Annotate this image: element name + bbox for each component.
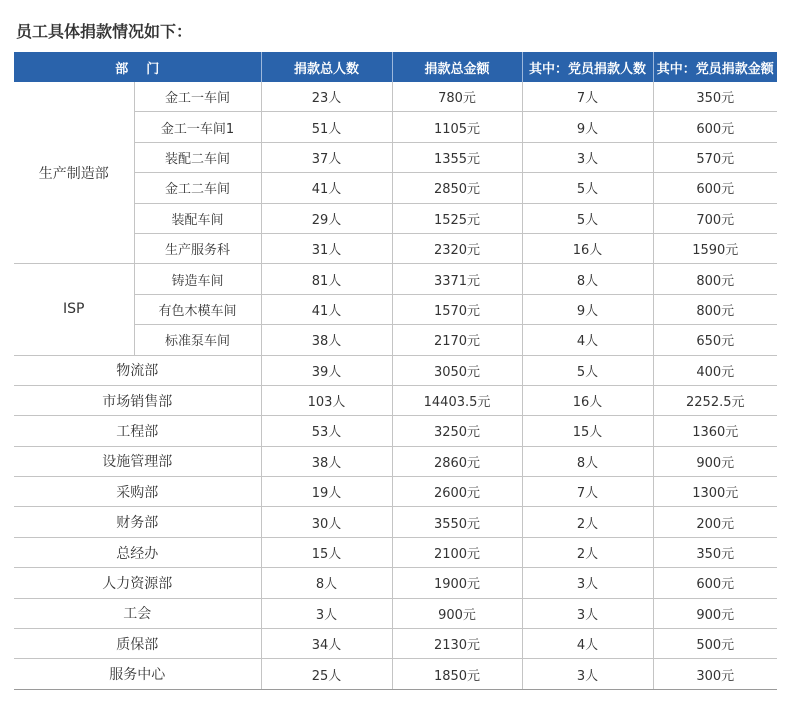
header-total-amount: 捐款总金额 [392,52,522,82]
party-amount-cell: 300元 [653,659,777,689]
party-people-cell: 2人 [522,537,653,567]
total-people-cell: 38人 [261,446,392,476]
total-people-cell: 103人 [261,385,392,415]
party-amount-cell: 200元 [653,507,777,537]
department-name-cell: 服务中心 [14,659,261,689]
table-row [14,82,777,112]
header-department: 部 门 [14,52,261,82]
subdepartment-cell: 金工一车间 [134,82,261,112]
table-row [14,385,777,415]
party-amount-cell: 900元 [653,598,777,628]
group-name-cell: 生产制造部 [14,82,134,264]
total-amount-cell: 1525元 [392,203,522,233]
total-amount-cell: 2130元 [392,629,522,659]
party-amount-cell: 1300元 [653,477,777,507]
total-amount-cell: 3550元 [392,507,522,537]
party-amount-cell: 650元 [653,325,777,355]
department-name-cell: 工程部 [14,416,261,446]
total-amount-cell: 2100元 [392,537,522,567]
total-amount-cell: 14403.5元 [392,385,522,415]
total-amount-cell: 3050元 [392,355,522,385]
header-party-people: 其中：党员捐款人数 [522,52,653,82]
party-people-cell: 4人 [522,629,653,659]
group-name-cell: ISP [14,264,134,355]
donation-table [14,52,777,690]
total-people-cell: 29人 [261,203,392,233]
department-name-cell: 人力资源部 [14,568,261,598]
table-row [14,264,777,294]
department-name-cell: 工会 [14,598,261,628]
party-people-cell: 3人 [522,568,653,598]
header-party-amount: 其中：党员捐款金额 [653,52,777,82]
party-people-cell: 16人 [522,385,653,415]
subdepartment-cell: 有色木模车间 [134,294,261,324]
subdepartment-cell: 铸造车间 [134,264,261,294]
table-row [14,355,777,385]
table-row [14,477,777,507]
party-people-cell: 15人 [522,416,653,446]
party-amount-cell: 1590元 [653,233,777,263]
party-people-cell: 8人 [522,264,653,294]
table-body [14,82,777,689]
total-people-cell: 51人 [261,112,392,142]
total-people-cell: 19人 [261,477,392,507]
total-amount-cell: 780元 [392,82,522,112]
party-amount-cell: 900元 [653,446,777,476]
party-amount-cell: 500元 [653,629,777,659]
total-people-cell: 3人 [261,598,392,628]
party-amount-cell: 600元 [653,112,777,142]
party-people-cell: 3人 [522,598,653,628]
total-amount-cell: 1355元 [392,142,522,172]
page-title: 员工具体捐款情况如下： [16,22,193,41]
table-row [14,659,777,689]
table-row [14,568,777,598]
party-people-cell: 5人 [522,203,653,233]
total-people-cell: 15人 [261,537,392,567]
party-people-cell: 5人 [522,173,653,203]
total-people-cell: 23人 [261,82,392,112]
header-total-people: 捐款总人数 [261,52,392,82]
party-amount-cell: 600元 [653,173,777,203]
total-amount-cell: 2850元 [392,173,522,203]
subdepartment-cell: 装配车间 [134,203,261,233]
total-amount-cell: 2600元 [392,477,522,507]
total-people-cell: 53人 [261,416,392,446]
party-amount-cell: 1360元 [653,416,777,446]
total-people-cell: 37人 [261,142,392,172]
total-amount-cell: 2860元 [392,446,522,476]
party-people-cell: 9人 [522,112,653,142]
total-amount-cell: 1900元 [392,568,522,598]
total-amount-cell: 1570元 [392,294,522,324]
party-people-cell: 3人 [522,659,653,689]
party-people-cell: 7人 [522,477,653,507]
table-row [14,537,777,567]
department-name-cell: 设施管理部 [14,446,261,476]
table-header [14,52,777,82]
subdepartment-cell: 标准泵车间 [134,325,261,355]
table-row [14,629,777,659]
total-people-cell: 81人 [261,264,392,294]
party-amount-cell: 2252.5元 [653,385,777,415]
department-name-cell: 物流部 [14,355,261,385]
total-people-cell: 38人 [261,325,392,355]
table-row [14,507,777,537]
total-people-cell: 8人 [261,568,392,598]
party-people-cell: 3人 [522,142,653,172]
total-amount-cell: 900元 [392,598,522,628]
total-amount-cell: 3371元 [392,264,522,294]
total-people-cell: 34人 [261,629,392,659]
party-people-cell: 2人 [522,507,653,537]
department-name-cell: 市场销售部 [14,385,261,415]
party-people-cell: 8人 [522,446,653,476]
total-amount-cell: 1850元 [392,659,522,689]
party-amount-cell: 600元 [653,568,777,598]
department-name-cell: 采购部 [14,477,261,507]
party-people-cell: 5人 [522,355,653,385]
department-name-cell: 质保部 [14,629,261,659]
header-row [14,52,777,82]
subdepartment-cell: 金工二车间 [134,173,261,203]
total-people-cell: 39人 [261,355,392,385]
total-people-cell: 41人 [261,294,392,324]
party-people-cell: 7人 [522,82,653,112]
total-amount-cell: 2320元 [392,233,522,263]
table-row [14,598,777,628]
department-name-cell: 总经办 [14,537,261,567]
total-people-cell: 31人 [261,233,392,263]
party-amount-cell: 800元 [653,294,777,324]
table-row [14,416,777,446]
subdepartment-cell: 金工一车间1 [134,112,261,142]
total-amount-cell: 3250元 [392,416,522,446]
party-amount-cell: 700元 [653,203,777,233]
department-name-cell: 财务部 [14,507,261,537]
total-people-cell: 41人 [261,173,392,203]
party-amount-cell: 400元 [653,355,777,385]
total-amount-cell: 1105元 [392,112,522,142]
total-amount-cell: 2170元 [392,325,522,355]
party-amount-cell: 800元 [653,264,777,294]
party-people-cell: 16人 [522,233,653,263]
party-people-cell: 4人 [522,325,653,355]
party-amount-cell: 350元 [653,82,777,112]
party-amount-cell: 570元 [653,142,777,172]
subdepartment-cell: 生产服务科 [134,233,261,263]
total-people-cell: 25人 [261,659,392,689]
party-people-cell: 9人 [522,294,653,324]
total-people-cell: 30人 [261,507,392,537]
party-amount-cell: 350元 [653,537,777,567]
table-row [14,446,777,476]
subdepartment-cell: 装配二车间 [134,142,261,172]
